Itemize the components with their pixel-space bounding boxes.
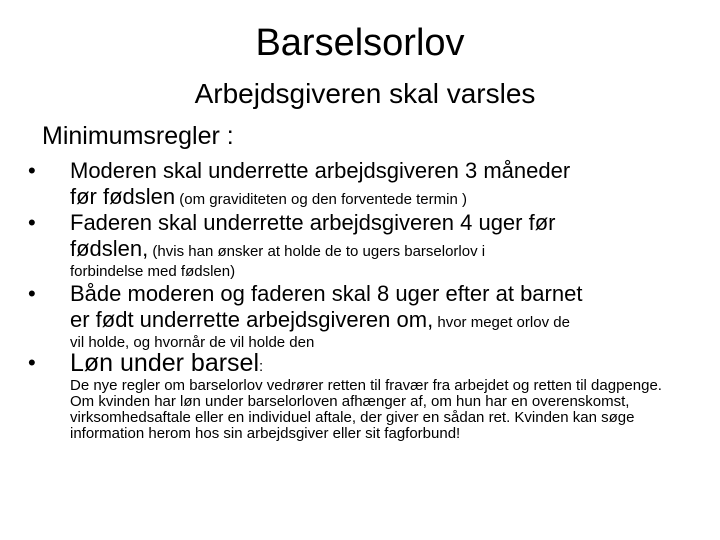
- bullet-text: er født underrette arbejdsgiveren om,: [70, 307, 434, 332]
- bullet-text: fødslen,: [70, 236, 149, 261]
- bullet-lead: Løn under barsel: [70, 349, 260, 377]
- bullet-marker: •: [28, 350, 36, 375]
- bullet-text: før fødslen: [70, 184, 176, 209]
- bullet-note-continued: vil holde, og hvornår de vil holde den: [70, 334, 315, 351]
- bullet-note: hvor meget orlov de: [433, 314, 570, 331]
- bullet-line: Moderen skal underrette arbejdsgiveren 3 måneder: [70, 158, 571, 183]
- bullet-marker: •: [28, 210, 36, 235]
- bullet-note: (om graviditeten og den forventede termin ): [175, 191, 467, 208]
- slide-subtitle: Arbejdsgiveren skal varsles: [194, 78, 536, 109]
- bullet-item-pay-during-leave: [28, 348, 708, 442]
- bullet-marker: •: [28, 281, 36, 306]
- bullet-item-father-notice: [28, 210, 708, 280]
- bullet-paragraph: De nye regler om barselorlov vedrører retten til fravær fra arbejdet og retten til dagpenge. Om kvinden har løn under barselorloven afhænger af, om hun har en overenskomst, virksomhedsaftale eller en individuel aftale, der giver en sådan ret. Kvinden kan søge information herom hos sin arbejdsgiver eller sit fagforbund!: [70, 377, 662, 442]
- bullet-marker: •: [28, 158, 36, 183]
- section-heading: Minimumsregler :: [42, 122, 234, 150]
- slide-title: Barselsorlov: [255, 22, 465, 64]
- bullet-item-both-notice: [28, 281, 708, 351]
- bullet-note-continued: forbindelse med fødslen): [70, 263, 236, 280]
- bullet-lead-colon: :: [259, 358, 264, 375]
- bullet-line: Faderen skal underrette arbejdsgiveren 4 uger før: [70, 210, 556, 235]
- bullet-note: (hvis han ønsker at holde de to ugers barselorlov i: [148, 243, 486, 260]
- bullet-line: Både moderen og faderen skal 8 uger efter at barnet: [70, 281, 583, 306]
- bullet-item-mother-notice: [28, 158, 708, 210]
